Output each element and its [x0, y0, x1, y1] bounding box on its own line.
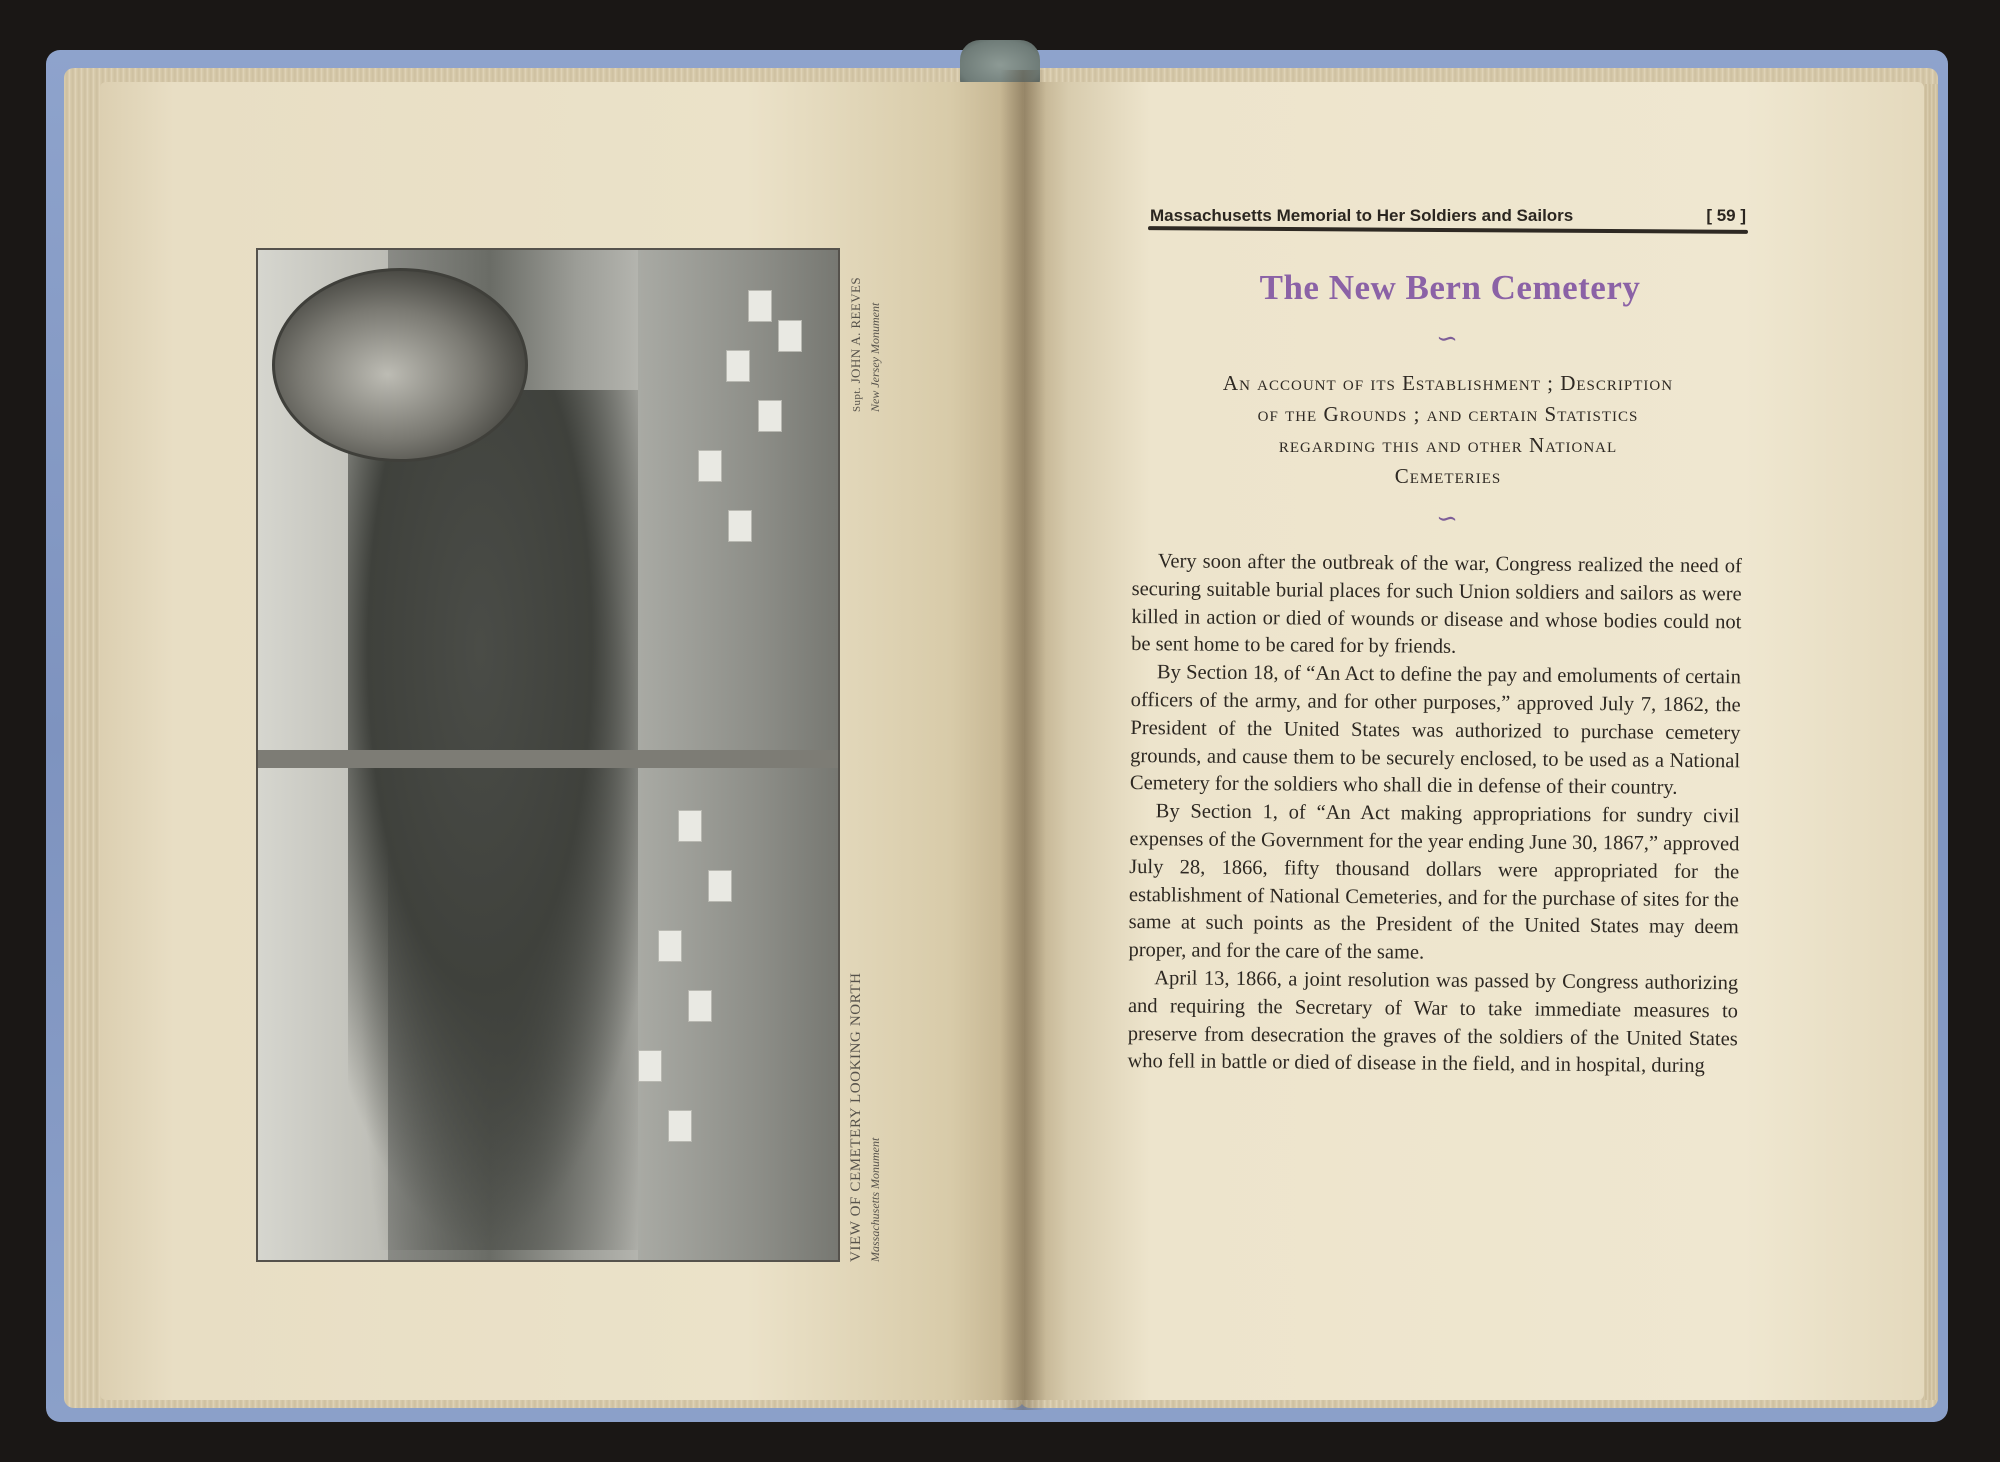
headstone: [668, 1110, 692, 1142]
paragraph: By Section 18, of “An Act to define the pay and emoluments of certain officers of the army, and for other purposes,” approved July 7, 1862, the President of the United States was authorized to purchase cemetery grounds, and cause them to be securely enclosed, to be used as a National Cemetery for the soldiers who shall die in defense of their country.: [1129, 661, 1741, 800]
headstone: [658, 930, 682, 962]
subtitle-line: An account of its Establishment ; Description: [1222, 371, 1674, 395]
headstone: [728, 510, 752, 542]
cemetery-photo: [256, 248, 840, 1262]
headstone: [638, 1050, 662, 1082]
paragraph: April 13, 1866, a joint resolution was passed by Congress authorizing and requiring the Secretary of War to take immediate measures to preserve from desecration the graves of the soldiers of the United States who fell in battle or died of disease in the field, and in hospital, during: [1127, 967, 1739, 1078]
running-head-title: Massachusetts Memorial to Her Soldiers and Sailors: [1150, 206, 1574, 225]
portrait-caption-name: JOHN A. REEVES: [848, 277, 863, 384]
running-head: [1150, 206, 1746, 226]
paragraph: By Section 1, of “An Act making appropriations for sundry civil expenses of the Government for the year ending June 30, 1867,” approved July 28, 1866, fifty thousand dollars were appropriated for the establishment of National Cemeteries, and for the purchase of sites for the same at such points as the President of the United States may deem proper, and for the care of the same.: [1128, 800, 1740, 964]
chapter-title: The New Bern Cemetery: [1259, 268, 1641, 307]
subtitle-line: of the Grounds ; and certain Statistics: [1257, 402, 1639, 426]
photo-caption: VIEW OF CEMETERY LOOKING NORTH: [848, 972, 864, 1262]
photo-tree-trunk: [258, 750, 838, 768]
headstone: [698, 450, 722, 482]
headstone: [726, 350, 750, 382]
headstone: [678, 810, 702, 842]
paragraph: Very soon after the outbreak of the war, Congress realized the need of securing suitable burial places for such Union soldiers and sailors as were killed in action or died of wounds or disease and whose bodies could not be sent home to be cared for by friends.: [1131, 550, 1742, 659]
portrait-caption: [848, 277, 864, 412]
photo-subcaption: Massachusetts Monument: [868, 1137, 882, 1262]
portrait-caption-prefix: Supt.: [851, 387, 863, 412]
ornament-icon: ∽: [1436, 324, 1458, 353]
headstone: [708, 870, 732, 902]
book-gutter: [1000, 70, 1046, 1410]
photo-trees: [348, 390, 678, 1250]
headstone: [758, 400, 782, 432]
portrait-oval: [272, 268, 528, 462]
portrait-subcaption: New Jersey Monument: [868, 302, 882, 412]
subtitle-line: regarding this and other National: [1278, 433, 1618, 457]
headstone: [688, 990, 712, 1022]
headstone: [748, 290, 772, 322]
subtitle-line: Cemeteries: [1394, 464, 1502, 488]
body-text: [1127, 548, 1742, 1081]
headstone: [778, 320, 802, 352]
ornament-icon: ∽: [1436, 504, 1458, 533]
chapter-subtitle: [1146, 368, 1750, 492]
page-number: [ 59 ]: [1706, 206, 1746, 225]
right-page-edges: [1924, 84, 1938, 1400]
